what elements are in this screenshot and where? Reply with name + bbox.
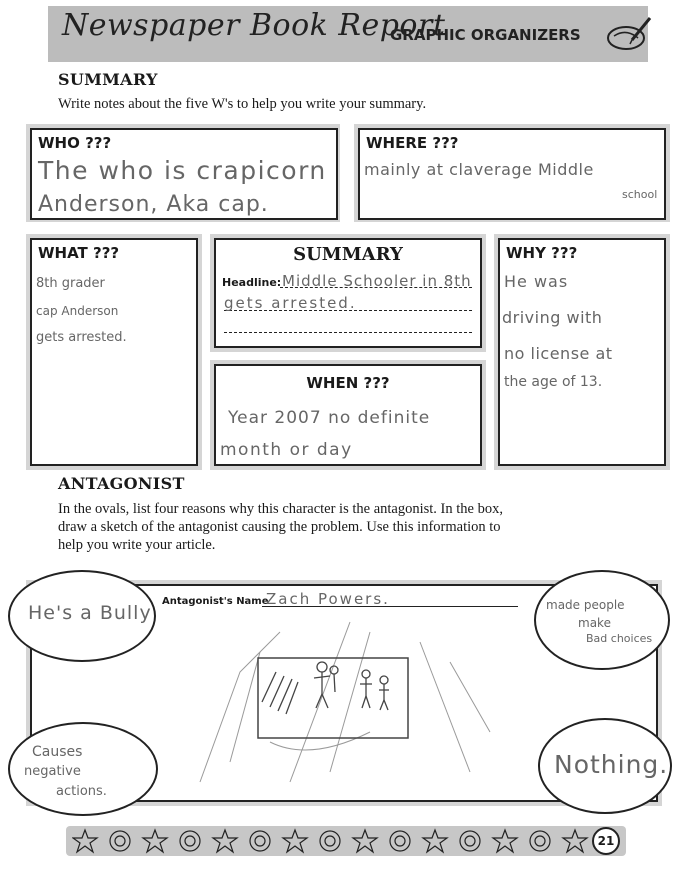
antagonist-name-value: Zach Powers. [266, 590, 390, 608]
when-answer-line2: month or day [220, 440, 353, 460]
footer-star-swirl-pattern [72, 828, 592, 854]
who-answer-line2: Anderson, Aka cap. [38, 192, 269, 217]
who-label: WHO ??? [38, 134, 112, 152]
why-answer-line4: the age of 13. [504, 374, 603, 390]
what-answer-line3: gets arrested. [36, 330, 127, 345]
why-answer-line2: driving with [502, 308, 603, 327]
when-box [214, 364, 482, 466]
who-box [30, 128, 338, 220]
summary-box-title: SUMMARY [293, 244, 403, 265]
oval-top-right-line2: make [578, 616, 611, 630]
oval-top-left [8, 570, 156, 662]
antagonist-name-label: Antagonist's Name [162, 596, 269, 607]
page-number: 21 [592, 827, 620, 855]
oval-bottom-left-line1: Causes [32, 744, 83, 760]
what-box [30, 238, 198, 466]
antagonist-instructions-line1: In the ovals, list four reasons why this character is the antagonist. In the box, [58, 501, 503, 517]
summary-section-title: SUMMARY [58, 70, 158, 89]
oval-bottom-right [538, 718, 672, 814]
oval-bottom-left-line2: negative [24, 764, 81, 779]
where-answer-line2: school [622, 188, 658, 201]
where-label: WHERE ??? [366, 134, 459, 152]
what-label: WHAT ??? [38, 244, 120, 262]
who-answer-line1: The who is crapicorn [38, 156, 327, 185]
what-answer-line1: 8th grader [36, 276, 105, 291]
headline-label: Headline: [222, 276, 282, 289]
oval-top-right [534, 570, 670, 670]
antagonist-section-title: ANTAGONIST [58, 474, 185, 493]
oval-top-right-line1: made people [546, 598, 625, 612]
why-answer-line3: no license at [504, 344, 613, 363]
when-label: WHEN ??? [306, 374, 390, 392]
oval-top-left-text: He's a Bully [28, 602, 152, 624]
headline-answer-line2: gets arrested. [224, 294, 357, 312]
page-subtitle: GRAPHIC ORGANIZERS [390, 26, 581, 44]
oval-top-right-line3: Bad choices [586, 632, 653, 645]
why-label: WHY ??? [506, 244, 578, 262]
pen-and-paper-icon [606, 14, 654, 54]
antagonist-instructions-line2: draw a sketch of the antagonist causing the problem. Use this information to [58, 519, 501, 535]
headline-rule-3 [224, 332, 472, 333]
oval-bottom-right-text: Nothing. [554, 750, 669, 779]
summary-instructions: Write notes about the five W's to help you write your summary. [58, 96, 427, 112]
where-box [358, 128, 666, 220]
why-answer-line1: He was [504, 272, 569, 291]
when-answer-line1: Year 2007 no definite [228, 408, 431, 428]
why-box [498, 238, 666, 466]
page-title: Newspaper Book Report [62, 8, 446, 43]
what-answer-line2: cap Anderson [36, 304, 119, 318]
antagonist-sketch [170, 612, 510, 792]
headline-answer-line1: Middle Schooler in 8th [282, 272, 472, 290]
where-answer-line1: mainly at claverage Middle [364, 160, 594, 179]
antagonist-instructions-line3: help you write your article. [58, 537, 216, 553]
oval-bottom-left-line3: actions. [56, 784, 107, 799]
oval-bottom-left [8, 722, 158, 816]
summary-box [214, 238, 482, 348]
